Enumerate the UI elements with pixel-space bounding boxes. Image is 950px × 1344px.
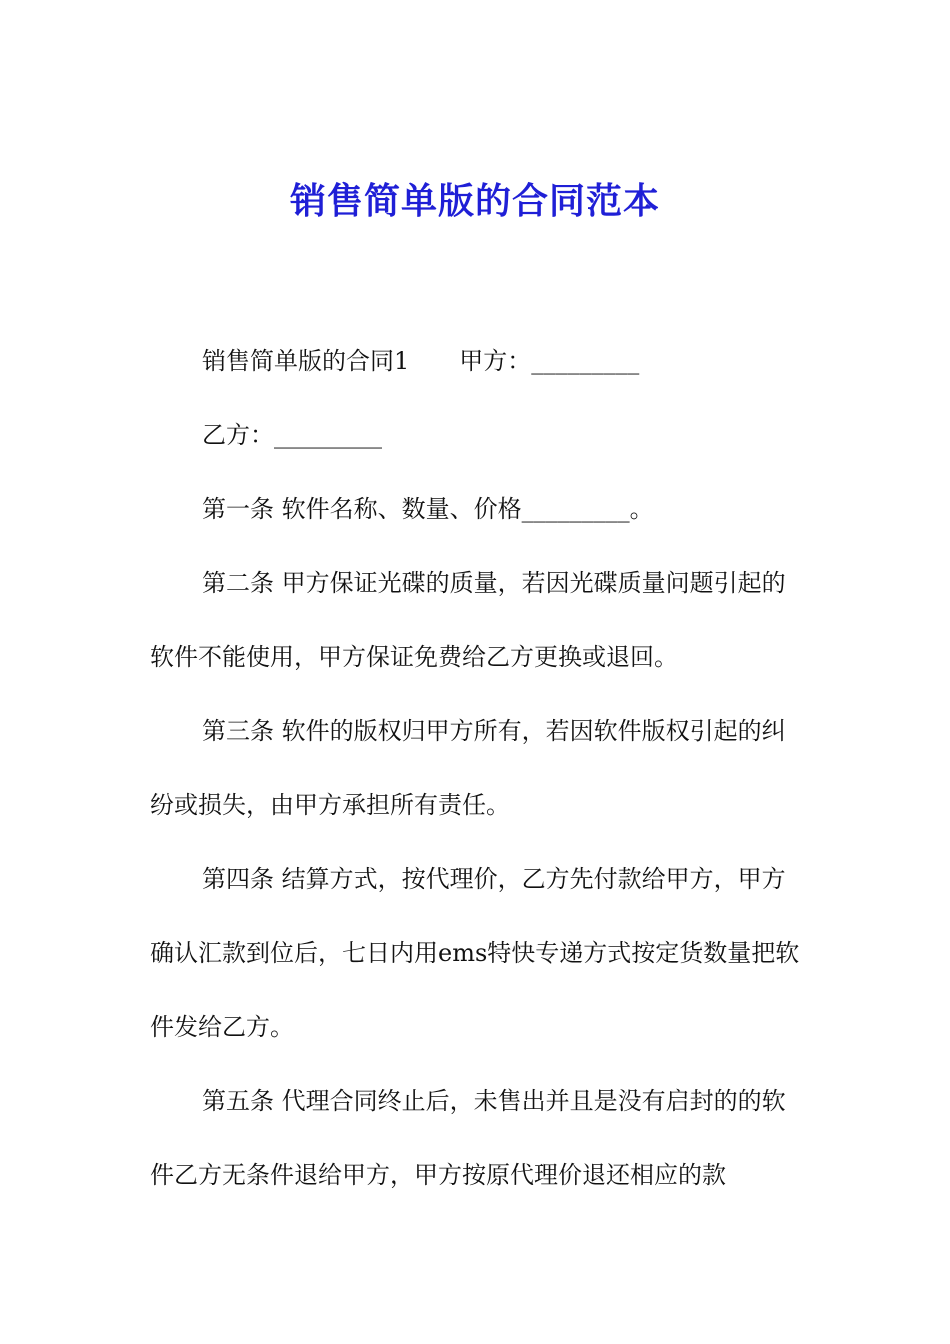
contract-number-label: 销售简单版的合同1 bbox=[202, 347, 410, 375]
document-body bbox=[150, 324, 802, 1212]
document-title: 销售简单版的合同范本 bbox=[289, 181, 660, 222]
paragraph-contract-heading bbox=[150, 324, 802, 398]
paragraph-party-b: 乙方：_________ bbox=[202, 421, 382, 449]
party-a-line: 甲方：_________ bbox=[459, 347, 640, 375]
paragraph-article-1: 第一条 软件名称、数量、价格_________。 bbox=[202, 495, 654, 523]
paragraph-article-2: 第二条 甲方保证光碟的质量，若因光碟质量问题引起的软件不能使用，甲方保证免费给乙方更换或退回。 bbox=[150, 569, 786, 671]
paragraph-article-3: 第三条 软件的版权归甲方所有，若因软件版权引起的纠纷或损失，由甲方承担所有责任。 bbox=[150, 717, 786, 819]
paragraph-article-5: 第五条 代理合同终止后，未售出并且是没有启封的的软件乙方无条件退给甲方，甲方按原代理价退还相应的款 bbox=[150, 1087, 786, 1189]
paragraph-article-4: 第四条 结算方式，按代理价，乙方先付款给甲方，甲方确认汇款到位后，七日内用ems特快专递方式按定货数量把软件发给乙方。 bbox=[150, 865, 800, 1041]
